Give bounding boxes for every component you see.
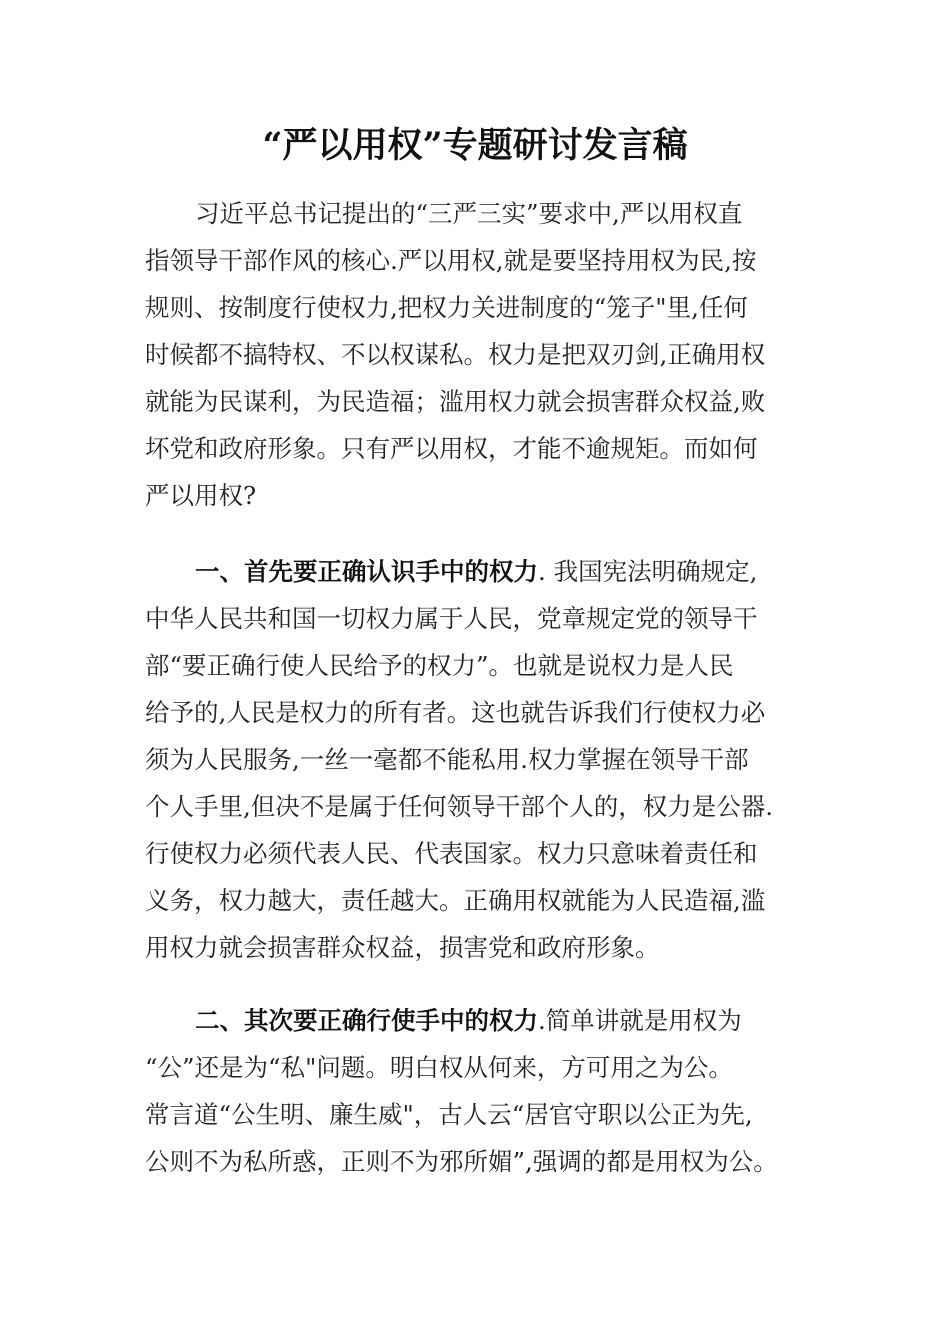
paragraph-1-line-6: 坏党和政府形象。只有严以用权，才能不逾规矩。而如何 <box>145 434 758 463</box>
section-1-heading: 一、首先要正确认识手中的权力 <box>195 557 538 586</box>
section-1-first-line-text: . 我国宪法明确规定, <box>538 557 758 586</box>
paragraph-1-line-4: 时候都不搞特权、不以权谋私。权力是把双刃剑,正确用权 <box>145 340 766 369</box>
section-1-line-4: 给予的,人民是权力的所有者。这也就告诉我们行使权力必 <box>145 698 766 727</box>
paragraph-1-line-3: 规则、按制度行使权力,把权力关进制度的“笼子"里,任何 <box>145 293 748 322</box>
section-2-first-line-text: .简单讲就是用权为 <box>538 1006 742 1035</box>
paragraph-1-line-2: 指领导干部作风的核心.严以用权,就是要坚持用权为民,按 <box>145 246 757 275</box>
section-2-line-3: 常言道“公生明、廉生威"，古人云“居官守职以公正为先, <box>145 1100 753 1129</box>
section-1-line-3: 部“要正确行使人民给予的权力”。也就是说权力是人民 <box>145 651 734 680</box>
section-1-line-7: 行使权力必须代表人民、代表国家。权力只意味着责任和 <box>145 839 758 868</box>
section-1-line-8: 义务，权力越大，责任越大。正确用权就能为人民造福,滥 <box>145 886 766 915</box>
section-2-first-line <box>195 1001 865 1041</box>
paragraph-1-line-7: 严以用权? <box>145 481 257 510</box>
section-2-heading: 二、其次要正确行使手中的权力 <box>195 1006 538 1035</box>
section-1-line-6: 个人手里,但决不是属于任何领导干部个人的，权力是公器. <box>145 792 774 821</box>
section-1-line-5: 须为人民服务,一丝一毫都不能私用.权力掌握在领导干部 <box>145 745 749 774</box>
paragraph-1-line-1: 习近平总书记提出的“三严三实”要求中,严以用权直 <box>195 199 743 228</box>
section-1-line-9: 用权力就会损害群众权益，损害党和政府形象。 <box>145 933 660 962</box>
document-title: “严以用权”专题研讨发言稿 <box>262 125 688 166</box>
paragraph-1-line-5: 就能为民谋利，为民造福；滥用权力就会损害群众权益,败 <box>145 387 766 416</box>
section-2-line-4: 公则不为私所惑，正则不为邪所媚”,强调的都是用权为公。 <box>145 1147 778 1176</box>
section-2-line-2: “公”还是为“私"问题。明白权从何来，方可用之为公。 <box>145 1053 733 1082</box>
section-1-first-line <box>195 552 865 592</box>
section-1-line-2: 中华人民共和国一切权力属于人民，党章规定党的领导干 <box>145 604 758 633</box>
